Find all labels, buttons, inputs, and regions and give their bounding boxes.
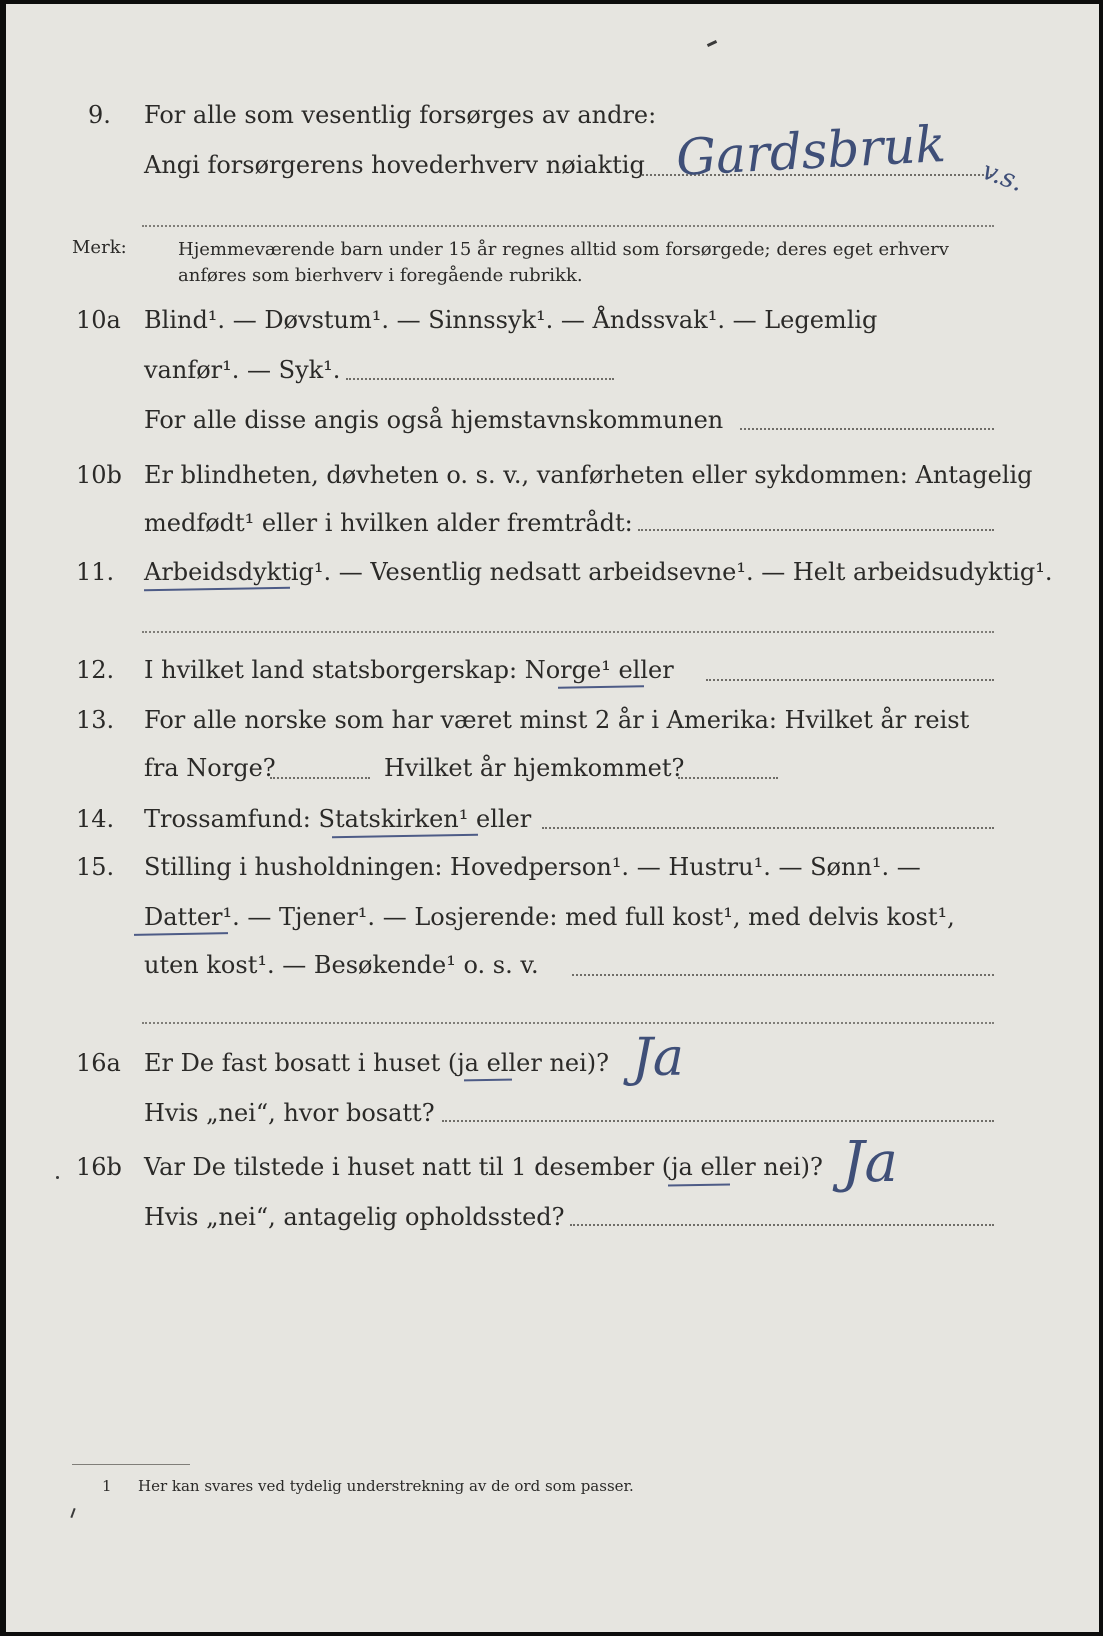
q10a-hjemstavn-line <box>740 428 994 430</box>
item-number: 13. <box>76 706 115 734</box>
q9-second-line <box>142 225 994 227</box>
q16a-handwritten-answer: Ja <box>632 1028 684 1088</box>
q15-answer-line <box>572 974 994 976</box>
ink-mark <box>707 40 717 47</box>
q12-line1: I hvilket land statsborgerskap: Norge¹ eller <box>144 656 674 684</box>
q15-line3: uten kost¹. — Besøkende¹ o. s. v. <box>144 951 539 979</box>
q10b-answer-line <box>638 529 994 531</box>
item-number: 11. <box>76 558 115 586</box>
q14-underline <box>332 834 478 839</box>
q11-answer-line <box>142 631 994 633</box>
q16b-line2: Hvis „nei“, antagelig opholdssted? <box>144 1203 565 1231</box>
q13-reist-line <box>270 777 370 779</box>
q13-line1: For alle norske som har været minst 2 år i Amerika: Hvilket år reist <box>144 706 970 734</box>
q16a-line1: Er De fast bosatt i huset (ja eller nei)? <box>144 1049 610 1077</box>
q11-line1: Arbeidsdyktig¹. — Vesentlig nedsatt arbeidsevne¹. — Helt arbeidsudyktig¹. <box>144 558 1053 586</box>
q16b-underline <box>668 1183 730 1186</box>
item-number: 14. <box>76 805 115 833</box>
q10a-answer-line <box>346 378 614 380</box>
q15-underline <box>134 932 228 936</box>
q11-underline <box>144 587 290 592</box>
q12-underline <box>558 685 644 689</box>
ink-mark <box>70 1508 75 1518</box>
q9-handwritten-answer: Gardsbruk <box>674 114 948 188</box>
q10a-line1: Blind¹. — Døvstum¹. — Sinnssyk¹. — Åndssvak¹. — Legemlig <box>144 306 878 334</box>
q10a-line2: vanfør¹. — Syk¹. <box>144 356 341 384</box>
item-number: 10a <box>76 306 121 334</box>
q9-line1: For alle som vesentlig forsørges av andre: <box>144 101 657 129</box>
item-number: 9. <box>88 101 111 129</box>
q9-handwritten-suffix: v.s. <box>978 155 1028 199</box>
q16b-handwritten-answer: Ja <box>842 1130 898 1195</box>
q14-line1: Trossamfund: Statskirken¹ eller <box>144 805 532 833</box>
item-number: 16a <box>76 1049 121 1077</box>
footnote-rule <box>72 1464 190 1465</box>
footnote-text: Her kan svares ved tydelig understrekning av de ord som passer. <box>138 1477 634 1495</box>
q13-hjemkommet-line <box>678 777 778 779</box>
ink-mark <box>56 1176 59 1179</box>
census-form-page <box>6 4 1099 1632</box>
q14-answer-line <box>542 827 994 829</box>
q12-answer-line <box>706 679 994 681</box>
q10b-line1: Er blindheten, døvheten o. s. v., vanførheten eller sykdommen: Antagelig <box>144 461 1033 489</box>
merk-line2: anføres som bierhverv i foregående rubrikk. <box>178 265 583 286</box>
merk-line1: Hjemmeværende barn under 15 år regnes alltid som forsørgede; deres eget erhverv <box>178 239 949 260</box>
q9-line2: Angi forsørgerens hovederhverv nøiaktig <box>144 151 645 179</box>
q15-second-line <box>142 1022 994 1024</box>
item-number: 12. <box>76 656 115 684</box>
q16b-answer-line <box>570 1224 994 1226</box>
item-number: 15. <box>76 853 115 881</box>
q10a-line3: For alle disse angis også hjemstavnskommunen <box>144 406 724 434</box>
q13-line2b: Hvilket år hjemkommet? <box>384 754 685 782</box>
footnote-mark: 1 <box>102 1477 112 1495</box>
q16b-line1: Var De tilstede i huset natt til 1 desember (ja eller nei)? <box>144 1153 823 1181</box>
q16a-line2: Hvis „nei“, hvor bosatt? <box>144 1099 435 1127</box>
q16a-answer-line <box>442 1120 994 1122</box>
q15-line1: Stilling i husholdningen: Hovedperson¹. — Hustru¹. — Sønn¹. — <box>144 853 921 881</box>
q13-line2a: fra Norge? <box>144 754 276 782</box>
q10b-line2: medfødt¹ eller i hvilken alder fremtrådt: <box>144 509 633 537</box>
q16a-underline <box>464 1079 512 1082</box>
item-number: 16b <box>76 1153 122 1181</box>
item-number: 10b <box>76 461 122 489</box>
merk-label: Merk: <box>72 237 127 258</box>
q15-line2: Datter¹. — Tjener¹. — Losjerende: med full kost¹, med delvis kost¹, <box>144 903 955 931</box>
